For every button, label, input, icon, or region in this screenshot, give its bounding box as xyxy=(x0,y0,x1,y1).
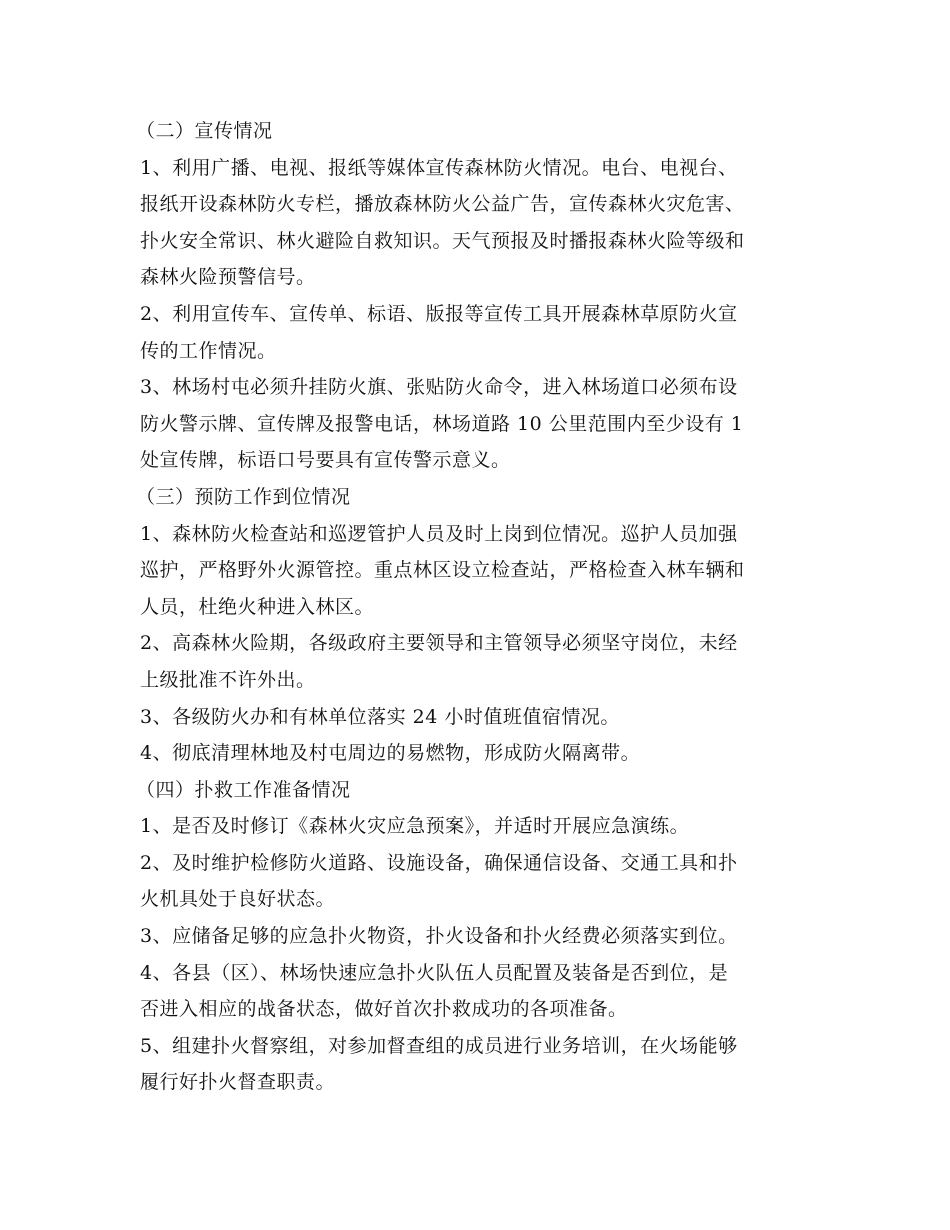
text-line: 4、彻底清理林地及村屯周边的易燃物，形成防火隔离带。 xyxy=(140,742,641,765)
list-item xyxy=(140,625,815,698)
text-line: 传的工作情况。 xyxy=(140,339,277,362)
list-item xyxy=(140,918,815,955)
text-line: 报纸开设森林防火专栏，播放森林防火公益广告，宣传森林火灾危害、 xyxy=(140,193,745,216)
text-line: 2、及时维护检修防火道路、设施设备，确保通信设备、交通工具和扑 xyxy=(140,851,738,874)
list-item xyxy=(140,369,815,479)
text-line: 履行好扑火督查职责。 xyxy=(140,1071,336,1094)
heading-text: （三）预防工作到位情况 xyxy=(136,485,351,508)
list-item xyxy=(140,735,815,772)
list-item xyxy=(140,699,815,736)
text-line: 3、各级防火办和有林单位落实 24 小时值班值宿情况。 xyxy=(140,705,620,728)
text-line: 2、高森林火险期，各级政府主要领导和主管领导必须坚守岗位，未经 xyxy=(140,632,738,655)
text-line: 5、组建扑火督察组，对参加督查组的成员进行业务培训，在火场能够 xyxy=(140,1034,738,1057)
text-line: 扑火安全常识、林火避险自救知识。天气预报及时播报森林火险等级和 xyxy=(140,229,745,252)
heading-text: （四）扑救工作准备情况 xyxy=(136,778,351,801)
text-line: 1、森林防火检查站和巡逻管护人员及时上岗到位情况。巡护人员加强 xyxy=(140,522,738,545)
text-line: 火机具处于良好状态。 xyxy=(140,888,336,911)
list-item xyxy=(140,808,815,845)
text-line: 处宣传牌，标语口号要具有宣传警示意义。 xyxy=(140,449,511,472)
text-line: 2、利用宣传车、宣传单、标语、版报等宣传工具开展森林草原防火宣 xyxy=(140,302,738,325)
list-item xyxy=(140,296,815,369)
text-line: 人员，杜绝火种进入林区。 xyxy=(140,595,375,618)
text-line: 上级批准不许外出。 xyxy=(140,668,316,691)
section-heading-prevention xyxy=(136,479,815,516)
text-line: 3、应储备足够的应急扑火物资，扑火设备和扑火经费必须落实到位。 xyxy=(140,925,738,948)
text-line: 4、各县（区）、林场快速应急扑火队伍人员配置及装备是否到位，是 xyxy=(140,961,729,984)
text-line: 1、是否及时修订《森林火灾应急预案》，并适时开展应急演练。 xyxy=(140,815,690,838)
list-item xyxy=(140,150,815,296)
list-item xyxy=(140,845,815,918)
list-item xyxy=(140,955,815,1028)
list-item xyxy=(140,1028,815,1101)
list-item xyxy=(140,516,815,626)
heading-text: （二）宣传情况 xyxy=(136,120,273,142)
text-line: 防火警示牌、宣传牌及报警电话，林场道路 10 公里范围内至少设有 1 xyxy=(140,412,744,435)
section-heading-publicity xyxy=(136,113,815,150)
document-body xyxy=(136,113,815,1101)
text-line: 巡护，严格野外火源管控。重点林区设立检查站，严格检查入林车辆和 xyxy=(140,559,745,582)
text-line: 1、利用广播、电视、报纸等媒体宣传森林防火情况。电台、电视台、 xyxy=(140,156,738,179)
section-heading-firefighting xyxy=(136,772,815,809)
text-line: 森林火险预警信号。 xyxy=(140,266,316,289)
text-line: 否进入相应的战备状态，做好首次扑救成功的各项准备。 xyxy=(140,998,628,1021)
text-line: 3、林场村屯必须升挂防火旗、张贴防火命令，进入林场道口必须布设 xyxy=(140,376,738,399)
